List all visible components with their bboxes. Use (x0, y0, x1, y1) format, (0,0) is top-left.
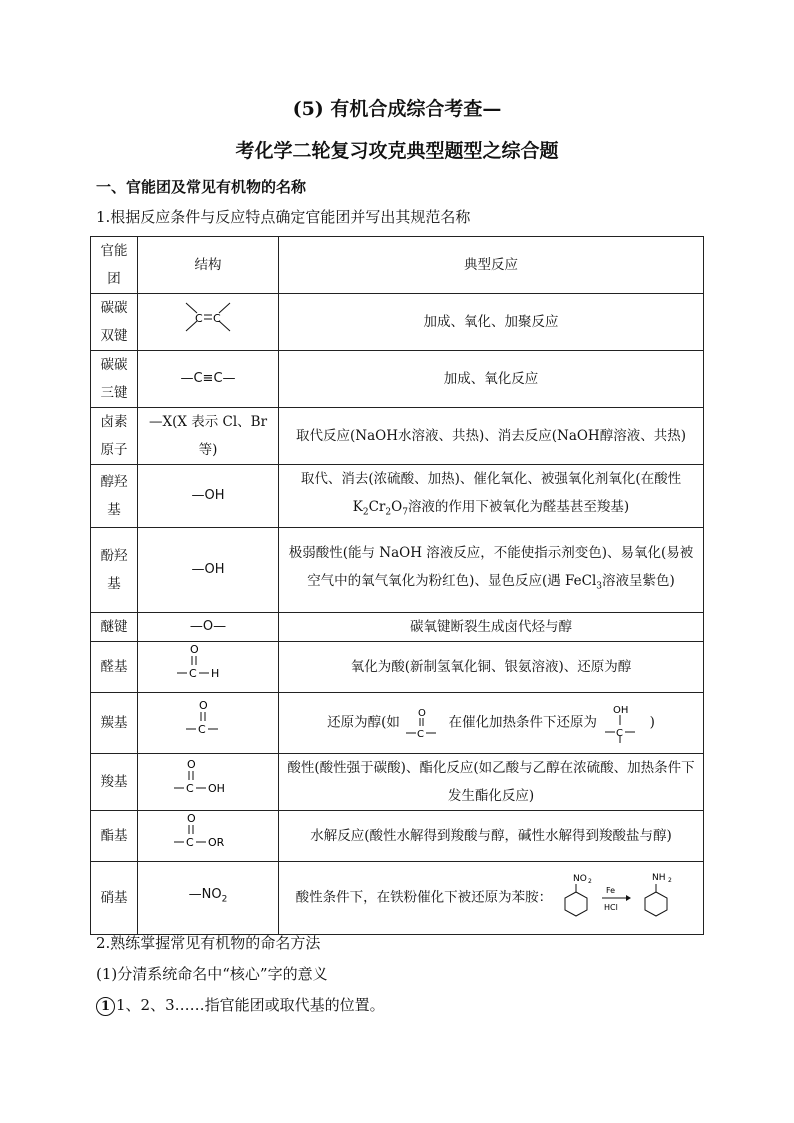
reaction-text: 在催化加热条件下还原为 (448, 714, 597, 731)
atom-c: C (186, 835, 194, 849)
reaction-cell: 碳氧键断裂生成卤代烃与醇 (279, 612, 704, 641)
reaction-cell (279, 527, 704, 612)
table-row (91, 641, 704, 692)
reaction-text: 还原为醇(如 (327, 714, 400, 731)
catalyst-fe: Fe (606, 885, 616, 895)
structure-cell (138, 641, 279, 692)
group-name: 羰基 (91, 692, 138, 753)
atom-o: O (187, 757, 196, 771)
group-name: 醛基 (91, 641, 138, 692)
carbonyl-structure (178, 698, 238, 738)
table-row (91, 861, 704, 934)
group-name: 酚羟基 (91, 527, 138, 612)
reaction-cell (279, 692, 704, 753)
subscript: 2 (362, 507, 369, 518)
table-row (91, 810, 704, 861)
atom-o: O (199, 698, 208, 712)
reaction-cell (279, 861, 704, 934)
subscript: 3 (596, 581, 603, 592)
nitrobenzene-to-aniline-scheme (556, 868, 686, 928)
reaction-text: 溶液的作用下被氧化为醛基甚至羧基) (407, 499, 630, 515)
table-row (91, 465, 704, 528)
aniline-icon (645, 873, 672, 916)
reaction-text: 溶液呈紫色) (602, 572, 675, 589)
table-row (91, 294, 704, 351)
group-name: 酯基 (91, 810, 138, 861)
subscript: 2 (668, 876, 673, 884)
list-item (96, 994, 385, 1016)
reagent-hcl: HCl (604, 902, 619, 912)
atom-c: C (417, 728, 425, 740)
structure-cell (138, 692, 279, 753)
atom-c: C (616, 727, 624, 739)
reaction-text: ) (649, 714, 655, 731)
subscript: 7 (402, 507, 408, 518)
atom-c: C (195, 312, 203, 325)
table-row (91, 612, 704, 641)
structure-cell: —O— (138, 612, 279, 641)
structure-cell: —C≡C— (138, 351, 279, 408)
atom-c: C (198, 722, 206, 736)
doc-title-line1: (5) 有机合成综合考查— (292, 98, 502, 120)
carboxyl-structure (170, 757, 246, 797)
reaction-text: 酸性条件下，在铁粉催化下被还原为苯胺： (295, 889, 553, 906)
doc-title-line2: 考化学二轮复习攻克典型题型之综合题 (235, 140, 559, 162)
group-name: 羧基 (91, 753, 138, 810)
nitrobenzene-icon (565, 874, 592, 916)
group-name: 醚键 (91, 612, 138, 641)
circled-number: 1 (96, 997, 115, 1016)
subheading-3: (1)分清系统命名中“核心”字的意义 (96, 965, 328, 983)
table-row (91, 753, 704, 810)
subscript: 2 (385, 507, 392, 518)
group-name: 卤素原子 (91, 408, 138, 465)
group-name: 碳碳三键 (91, 351, 138, 408)
atom-oh: OH (208, 781, 225, 795)
section-heading: 一、官能团及常见有机物的名称 (96, 178, 307, 196)
alcohol-inline-structure (601, 703, 645, 743)
subscript: 2 (588, 877, 593, 885)
atom-c: C (189, 666, 197, 680)
structure-cell: —X(X 表示 Cl、Br 等) (138, 408, 279, 465)
structure-cell: —OH (138, 465, 279, 528)
list-item-text: 1、2、3……指官能团或取代基的位置。 (116, 996, 385, 1014)
reaction-cell: 氧化为酸(新制氢氧化铜、银氨溶液)、还原为醇 (279, 641, 704, 692)
structure-cell (138, 861, 279, 934)
atom-h: H (211, 666, 220, 680)
amino-label: NH (652, 872, 666, 883)
table-row (91, 351, 704, 408)
table-row (91, 527, 704, 612)
structure-cell: —OH (138, 527, 279, 612)
atom-or: OR (208, 835, 225, 849)
atom-c: C (213, 312, 221, 325)
atom-c: C (186, 781, 194, 795)
double-bond-structure (178, 297, 238, 337)
structure-cell (138, 753, 279, 810)
group-name: 硝基 (91, 861, 138, 934)
table-row (91, 692, 704, 753)
subscript: 2 (221, 894, 228, 905)
reaction-text: 极弱酸性(能与 NaOH 溶液反应，不能使指示剂变色)、易氧化(易被空气中的氧气氧化为粉红色)、显色反应(遇 FeCl (288, 544, 694, 589)
atom-o: O (418, 707, 427, 719)
table-header-row (91, 237, 704, 294)
reaction-cell: 加成、氧化、加聚反应 (279, 294, 704, 351)
atom-oh: OH (613, 704, 629, 716)
header-reaction: 典型反应 (279, 237, 704, 294)
reaction-cell: 酸性(酸性强于碳酸)、酯化反应(如乙酸与乙醇在浓硫酸、加热条件下发生酯化反应) (279, 753, 704, 810)
subheading-1: 1.根据反应条件与反应特点确定官能团并写出其规范名称 (96, 208, 471, 226)
aldehyde-structure (173, 642, 243, 682)
header-structure: 结构 (138, 237, 279, 294)
reaction-cell: 加成、氧化反应 (279, 351, 704, 408)
reaction-cell: 取代反应(NaOH水溶液、共热)、消去反应(NaOH醇溶液、共热) (279, 408, 704, 465)
header-group: 官能团 (91, 237, 138, 294)
table-row (91, 408, 704, 465)
ketone-inline-structure (404, 706, 444, 740)
atom-o: O (190, 642, 199, 656)
atom-o: O (187, 811, 196, 825)
nitro-formula: —NO (188, 887, 222, 903)
group-name: 碳碳双键 (91, 294, 138, 351)
reaction-cell: 取代、消去(浓硫酸、加热)、催化氧化、被强氧化剂氧化(在酸性 $K_2Cr_2O_7$溶液的作用下被氧化为醛基甚至羧基) (279, 465, 704, 528)
structure-cell (138, 810, 279, 861)
structure-cell (138, 294, 279, 351)
ester-structure (170, 811, 246, 851)
nitro-label: NO (573, 873, 588, 884)
reaction-cell: 水解反应(酸性水解得到羧酸与醇，碱性水解得到羧酸盐与醇) (279, 810, 704, 861)
subheading-2: 2.熟练掌握常见有机物的命名方法 (96, 934, 321, 952)
functional-group-table (90, 236, 704, 935)
group-name: 醇羟基 (91, 465, 138, 528)
reaction-text: 取代、消去(浓硫酸、加热)、催化氧化、被强氧化剂氧化(在酸性 K (300, 471, 682, 515)
